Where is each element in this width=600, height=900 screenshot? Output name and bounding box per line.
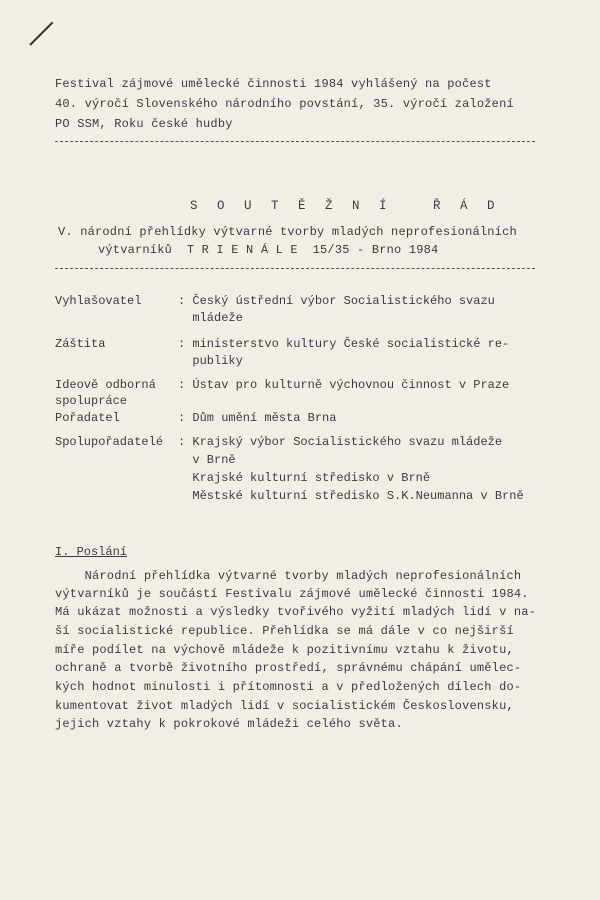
dashed-separator-2 — [55, 268, 535, 269]
section-line-6: ochraně a tvorbě životního prostředí, správnému chápání umělec- — [55, 661, 522, 675]
info-value-spoluprace: : Ústav pro kulturně výchovnou činnost v Praze — [178, 378, 510, 392]
info-value-spoluporadatele-3: Krajské kulturní středisko v Brně — [178, 471, 431, 485]
info-label-vyhlasovatel: Vyhlašovatel — [55, 294, 142, 308]
info-value-vyhlasovatel-2: mládeže — [178, 311, 243, 325]
section-line-2: výtvarníků je součástí Festivalu zájmové umělecké činnosti 1984. — [55, 587, 529, 601]
info-value-vyhlasovatel-1: : Český ústřední výbor Socialistického svazu — [178, 294, 495, 308]
info-value-spoluporadatele-1: : Krajský výbor Socialistického svazu mládeže — [178, 435, 503, 449]
info-label-zastita: Záštita — [55, 337, 106, 351]
handwritten-slash-mark — [29, 22, 53, 46]
info-label-spoluporadatele: Spolupořadatelé — [55, 435, 164, 449]
title-subline-1: V. národní přehlídky výtvarné tvorby mladých neprofesionálních — [58, 225, 517, 239]
section-line-8: kumentovat život mladých lidí v socialistickém Československu, — [55, 699, 514, 713]
title-subline-2: výtvarníků T R I E N Á L E 15/35 - Brno 1984 — [98, 243, 439, 257]
info-label-poradatel: Pořadatel — [55, 411, 120, 425]
section-line-3: Má ukázat možnosti a výsledky tvořivého vyžití mladých lidí v na- — [55, 605, 537, 619]
info-value-poradatel: : Dům umění města Brna — [178, 411, 337, 425]
dashed-separator-1 — [55, 141, 535, 142]
section-line-7: kých hodnot minulosti i přítomnosti a v předložených dílech do- — [55, 680, 522, 694]
info-value-spoluporadatele-2: v Brně — [178, 453, 236, 467]
section-line-5: míře podílet na výchově mládeže k pozitivnímu vztahu k životu, — [55, 643, 514, 657]
header-line-1: Festival zájmové umělecké činnosti 1984 vyhlášený na počest — [55, 77, 492, 91]
info-value-zastita-2: publiky — [178, 354, 243, 368]
info-value-spoluporadatele-4: Městské kulturní středisko S.K.Neumanna v Brně — [178, 489, 524, 503]
section-heading: I. Poslání — [55, 545, 128, 559]
section-line-9: jejich vztahy k pokrokové mládeži celého světa. — [55, 717, 403, 731]
header-line-2: 40. výročí Slovenského národního povstání, 35. výročí založení — [55, 97, 514, 111]
section-line-4: ší socialistické republice. Přehlídka se má dále v co nejširší — [55, 624, 514, 638]
info-label-spoluprace: Ideově odborná spolupráce — [55, 378, 156, 408]
document-title: S O U T Ě Ž N Í Ř Á D — [190, 199, 501, 213]
header-line-3: PO SSM, Roku české hudby — [55, 117, 233, 131]
section-line-1: Národní přehlídka výtvarné tvorby mladých neprofesionálních — [55, 569, 522, 583]
info-value-zastita-1: : ministerstvo kultury České socialistické re- — [178, 337, 510, 351]
